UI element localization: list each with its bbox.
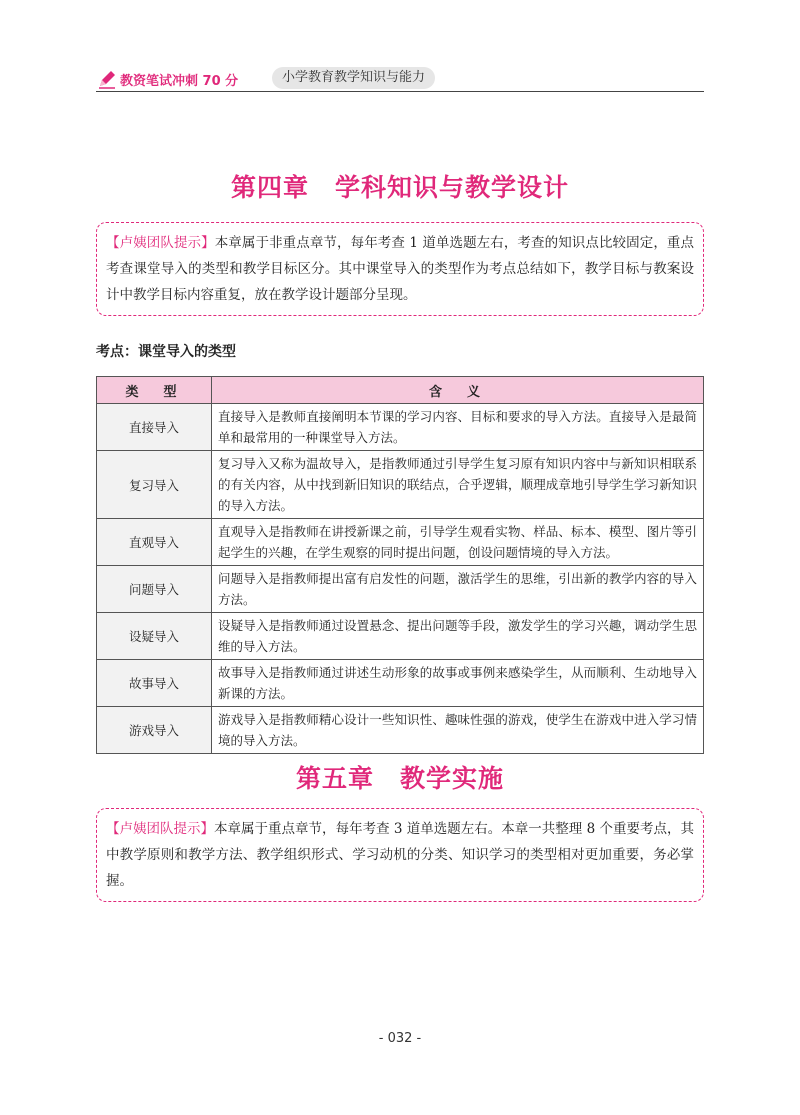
table-row xyxy=(97,660,704,707)
chapter-4-tip-label: 【卢姨团队提示】 xyxy=(106,235,215,251)
table-cell-meaning: 直接导入是教师直接阐明本节课的学习内容、目标和要求的导入方法。直接导入是最简单和最常用的一种课堂导入方法。 xyxy=(212,404,704,451)
chapter-5-title: 第五章 教学实施 xyxy=(295,764,504,793)
pencil-icon xyxy=(96,68,118,90)
table-row xyxy=(97,451,704,519)
header-subject: 小学教育教学知识与能力 xyxy=(272,67,435,89)
table-row xyxy=(97,404,704,451)
section-title: 考点：课堂导入的类型 xyxy=(96,344,236,360)
header-brand: 教资笔试冲刺 70 分 xyxy=(120,74,239,89)
page-number: - 032 - xyxy=(378,1031,422,1046)
table-cell-meaning: 故事导入是指教师通过讲述生动形象的故事或事例来感染学生，从而顺利、生动地导入新课的方法。 xyxy=(212,660,704,707)
table-cell-type: 设疑导入 xyxy=(97,613,212,660)
table-row xyxy=(97,566,704,613)
table-row xyxy=(97,707,704,754)
table-cell-type: 故事导入 xyxy=(97,660,212,707)
import-types-table xyxy=(96,376,704,754)
table-header-type: 类 型 xyxy=(97,377,212,404)
table-cell-meaning: 问题导入是指教师提出富有启发性的问题，激活学生的思维，引出新的教学内容的导入方法。 xyxy=(212,566,704,613)
table-cell-meaning: 复习导入又称为温故导入，是指教师通过引导学生复习原有知识内容中与新知识相联系的有关内容，从中找到新旧知识的联结点，合乎逻辑，顺理成章地引导学生学习新知识的导入方法。 xyxy=(212,451,704,519)
table-row xyxy=(97,519,704,566)
table-cell-meaning: 游戏导入是指教师精心设计一些知识性、趣味性强的游戏，使学生在游戏中进入学习情境的导入方法。 xyxy=(212,707,704,754)
chapter-5-tip-box xyxy=(96,808,704,902)
table-cell-meaning: 设疑导入是指教师通过设置悬念、提出问题等手段，激发学生的学习兴趣，调动学生思维的导入方法。 xyxy=(212,613,704,660)
table-row xyxy=(97,613,704,660)
table-cell-type: 游戏导入 xyxy=(97,707,212,754)
chapter-4-tip-text: 本章属于非重点章节，每年考查 1 道单选题左右，考查的知识点比较固定，重点考查课堂导入的类型和教学目标区分。其中课堂导入的类型作为考点总结如下，教学目标与教案设计中教学目标内容重复，放在教学设计题部分呈现。 xyxy=(106,235,695,303)
table-cell-type: 直观导入 xyxy=(97,519,212,566)
chapter-5-tip-text: 本章属于重点章节，每年考查 3 道单选题左右。本章一共整理 8 个重要考点，其中教学原则和教学方法、教学组织形式、学习动机的分类、知识学习的类型相对更加重要，务必掌握。 xyxy=(106,821,695,889)
table-header-row xyxy=(97,377,704,404)
table-header-meaning: 含 义 xyxy=(212,377,704,404)
page-header xyxy=(96,66,704,92)
table-cell-type: 直接导入 xyxy=(97,404,212,451)
chapter-5-tip-label: 【卢姨团队提示】 xyxy=(106,821,215,837)
table-cell-type: 复习导入 xyxy=(97,451,212,519)
chapter-4-title: 第四章 学科知识与教学设计 xyxy=(230,173,569,202)
table-cell-type: 问题导入 xyxy=(97,566,212,613)
chapter-4-tip-box xyxy=(96,222,704,316)
header-divider xyxy=(96,91,704,92)
table-cell-meaning: 直观导入是指教师在讲授新课之前，引导学生观看实物、样品、标本、模型、图片等引起学生的兴趣，在学生观察的同时提出问题，创设问题情境的导入方法。 xyxy=(212,519,704,566)
